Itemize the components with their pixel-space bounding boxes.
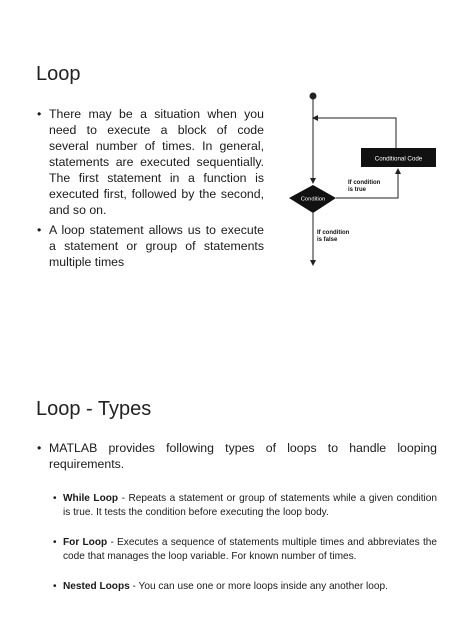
- loop-type-list: [53, 580, 437, 594]
- start-node: [310, 93, 317, 100]
- loop-type-list: [53, 492, 437, 520]
- loop-type-desc: - You can use one or more loops inside any another loop.: [129, 581, 388, 592]
- bullet-item: • MATLAB provides following types of loops to handle looping requirements.: [37, 440, 437, 472]
- loop-type-name: While Loop: [63, 493, 119, 504]
- if-false-label-2: is false: [317, 237, 338, 243]
- conditional-code-label: Conditional Code: [374, 155, 423, 163]
- if-true-label-2: is true: [348, 187, 367, 193]
- bullet-list: [37, 106, 264, 274]
- loop-type-name: For Loop: [63, 537, 108, 548]
- slide-title: Loop: [36, 63, 81, 85]
- loop-type-name: Nested Loops: [63, 581, 130, 592]
- if-false-label: If condition: [317, 230, 350, 236]
- condition-label: Condition: [300, 196, 326, 203]
- loop-type-item: [53, 492, 437, 520]
- bullet-list: [37, 440, 437, 476]
- loop-type-list: [53, 536, 437, 564]
- bullet-item: • A loop statement allows us to execute a statement or group of statements multiple times: [37, 222, 264, 270]
- loop-flowchart: [280, 88, 450, 270]
- slide-loop-types: [0, 316, 474, 632]
- slide-title: Loop - Types: [36, 398, 152, 420]
- if-true-label: If condition: [348, 180, 381, 186]
- loop-type-desc: - Repeats a statement or group of statements while a given condition is true. It tests the condition before executing the loop body.: [63, 493, 437, 518]
- loop-type-item: [53, 580, 437, 594]
- bullet-item: • There may be a situation when you need to execute a block of code several number of times. In general, statements are executed sequentially. The first statement in a function is executed first, followed by the second, and so on.: [37, 106, 264, 218]
- loop-type-desc: - Executes a sequence of statements multiple times and abbreviates the code that manages the loop variable. For known number of times.: [63, 537, 438, 562]
- loop-type-item: [53, 536, 437, 564]
